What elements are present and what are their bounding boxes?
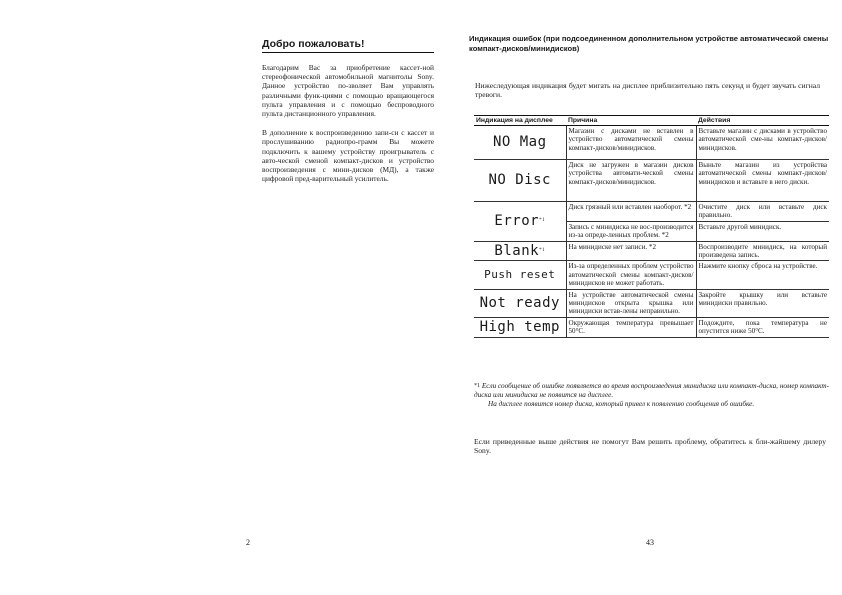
- display-code: Not ready: [474, 289, 566, 317]
- left-column: [262, 38, 434, 193]
- action-cell: Закройте крышку или вставьте минидиски правильно.: [696, 289, 829, 317]
- error-intro-text: Нижеследующая индикация будет мигать на дисплее приблизительно пять секунд и будет звучать сигнал тревоги.: [475, 81, 820, 100]
- table-row: [474, 202, 829, 222]
- table-header-row: [474, 116, 829, 126]
- table-row: [474, 289, 829, 317]
- table-row: [474, 261, 829, 289]
- cause-cell: На устройстве автоматической смены минидисков открыта крышка или минидиски встав-лены неправильно.: [566, 289, 696, 317]
- welcome-heading: Добро пожаловать!: [262, 38, 434, 53]
- table-row: [474, 317, 829, 337]
- footnote-mark: *1: [474, 383, 480, 389]
- welcome-paragraph-2: В дополнение к воспроизведению запи-си с кассет и прослушиванию радиопро-грамм Вы можете подключить к вашему устройству проигрыватель с авто-ческой сменой компакт-дисков и устройство воспроизведения с мини-дисков (МД), а также цифровой пред-варительный усилитель.: [262, 128, 434, 184]
- header-cause: Причина: [566, 116, 696, 126]
- cause-cell: Запись с минидиска не вос-производится из-за опреде-ленных проблем. *2: [566, 221, 696, 241]
- table-row: [474, 160, 829, 202]
- display-code: NO Disc: [474, 160, 566, 202]
- cause-cell: Из-за определенных проблем устройство автоматической смены компакт-дисков/минидисков не может работать.: [566, 261, 696, 289]
- action-cell: Вставьте магазин с дисками в устройство автоматической сме-ны компакт-дисков/минидисков.: [696, 126, 829, 160]
- closing-text: Если приведенные выше действия не помогут Вам решить проблему, обратитесь к бли-жайшему дилеру Sony.: [474, 437, 826, 456]
- cause-cell: Окружающая температура превышает 50°C.: [566, 317, 696, 337]
- page-number-left: 2: [246, 538, 250, 547]
- cause-cell: На минидиске нет записи. *2: [566, 241, 696, 261]
- header-action: Действия: [696, 116, 829, 126]
- table-row: [474, 241, 829, 261]
- footnote: [474, 382, 829, 409]
- display-code: Blank$^{*1}$: [474, 241, 566, 261]
- action-cell: Вставьте другой минидиск.: [696, 221, 829, 241]
- cause-cell: Магазин с дисками не вставлен в устройство автоматической смены компакт-дисков/минидисков.: [566, 126, 696, 160]
- error-section-heading: Индикация ошибок (при подсоединенном дополнительном устройстве автоматической смены компакт-дисков/минидисков): [469, 34, 829, 53]
- action-cell: Выньте магазин из устройства автоматической смены компакт-дисков/минидисков и вставьте в него диски.: [696, 160, 829, 202]
- footnote-line-2: На дисплее появится номер диска, который привел к появлению сообщения об ошибке.: [488, 400, 755, 408]
- welcome-paragraph-1: Благодарим Вас за приобретение кассет-ной стереофонической автомобильной магнитолы Sony. Данное устройство по-зволяет Вам управлять различными функ-циями с помощью вращающегося пульта управления и с помощью беспроводного пульта дистанционного управления.: [262, 63, 434, 119]
- header-display: Индикация на дисплее: [474, 116, 566, 126]
- error-table: [474, 115, 829, 338]
- action-cell: Подождите, пока температура не опустится ниже 50°C.: [696, 317, 829, 337]
- right-column: [469, 34, 829, 100]
- footnote-line-1: $^{*1}$ Если сообщение об ошибке появляется во время воспроизведения минидиска или компакт-диска, номер компакт-диска или минидиска не появится на дисплее.: [474, 382, 829, 399]
- action-cell: Очистите диск или вставьте диск правильно.: [696, 202, 829, 222]
- table-row: [474, 126, 829, 160]
- action-cell: Воспроизводите минидиск, на который произведена запись.: [696, 241, 829, 261]
- action-cell: Нажмите кнопку сброса на устройстве.: [696, 261, 829, 289]
- cause-cell: Диск грязный или вставлен наоборот. *2: [566, 202, 696, 222]
- display-code: High temp: [474, 317, 566, 337]
- cause-cell: Диск не загружен в магазин дисков устройства автомати-ческой смены компакт-дисков/минидисков.: [566, 160, 696, 202]
- page-number-right: 43: [646, 538, 654, 547]
- display-code: Push reset: [474, 261, 566, 289]
- display-code: Error$^{*1}$: [474, 202, 566, 242]
- display-code: NO Mag: [474, 126, 566, 160]
